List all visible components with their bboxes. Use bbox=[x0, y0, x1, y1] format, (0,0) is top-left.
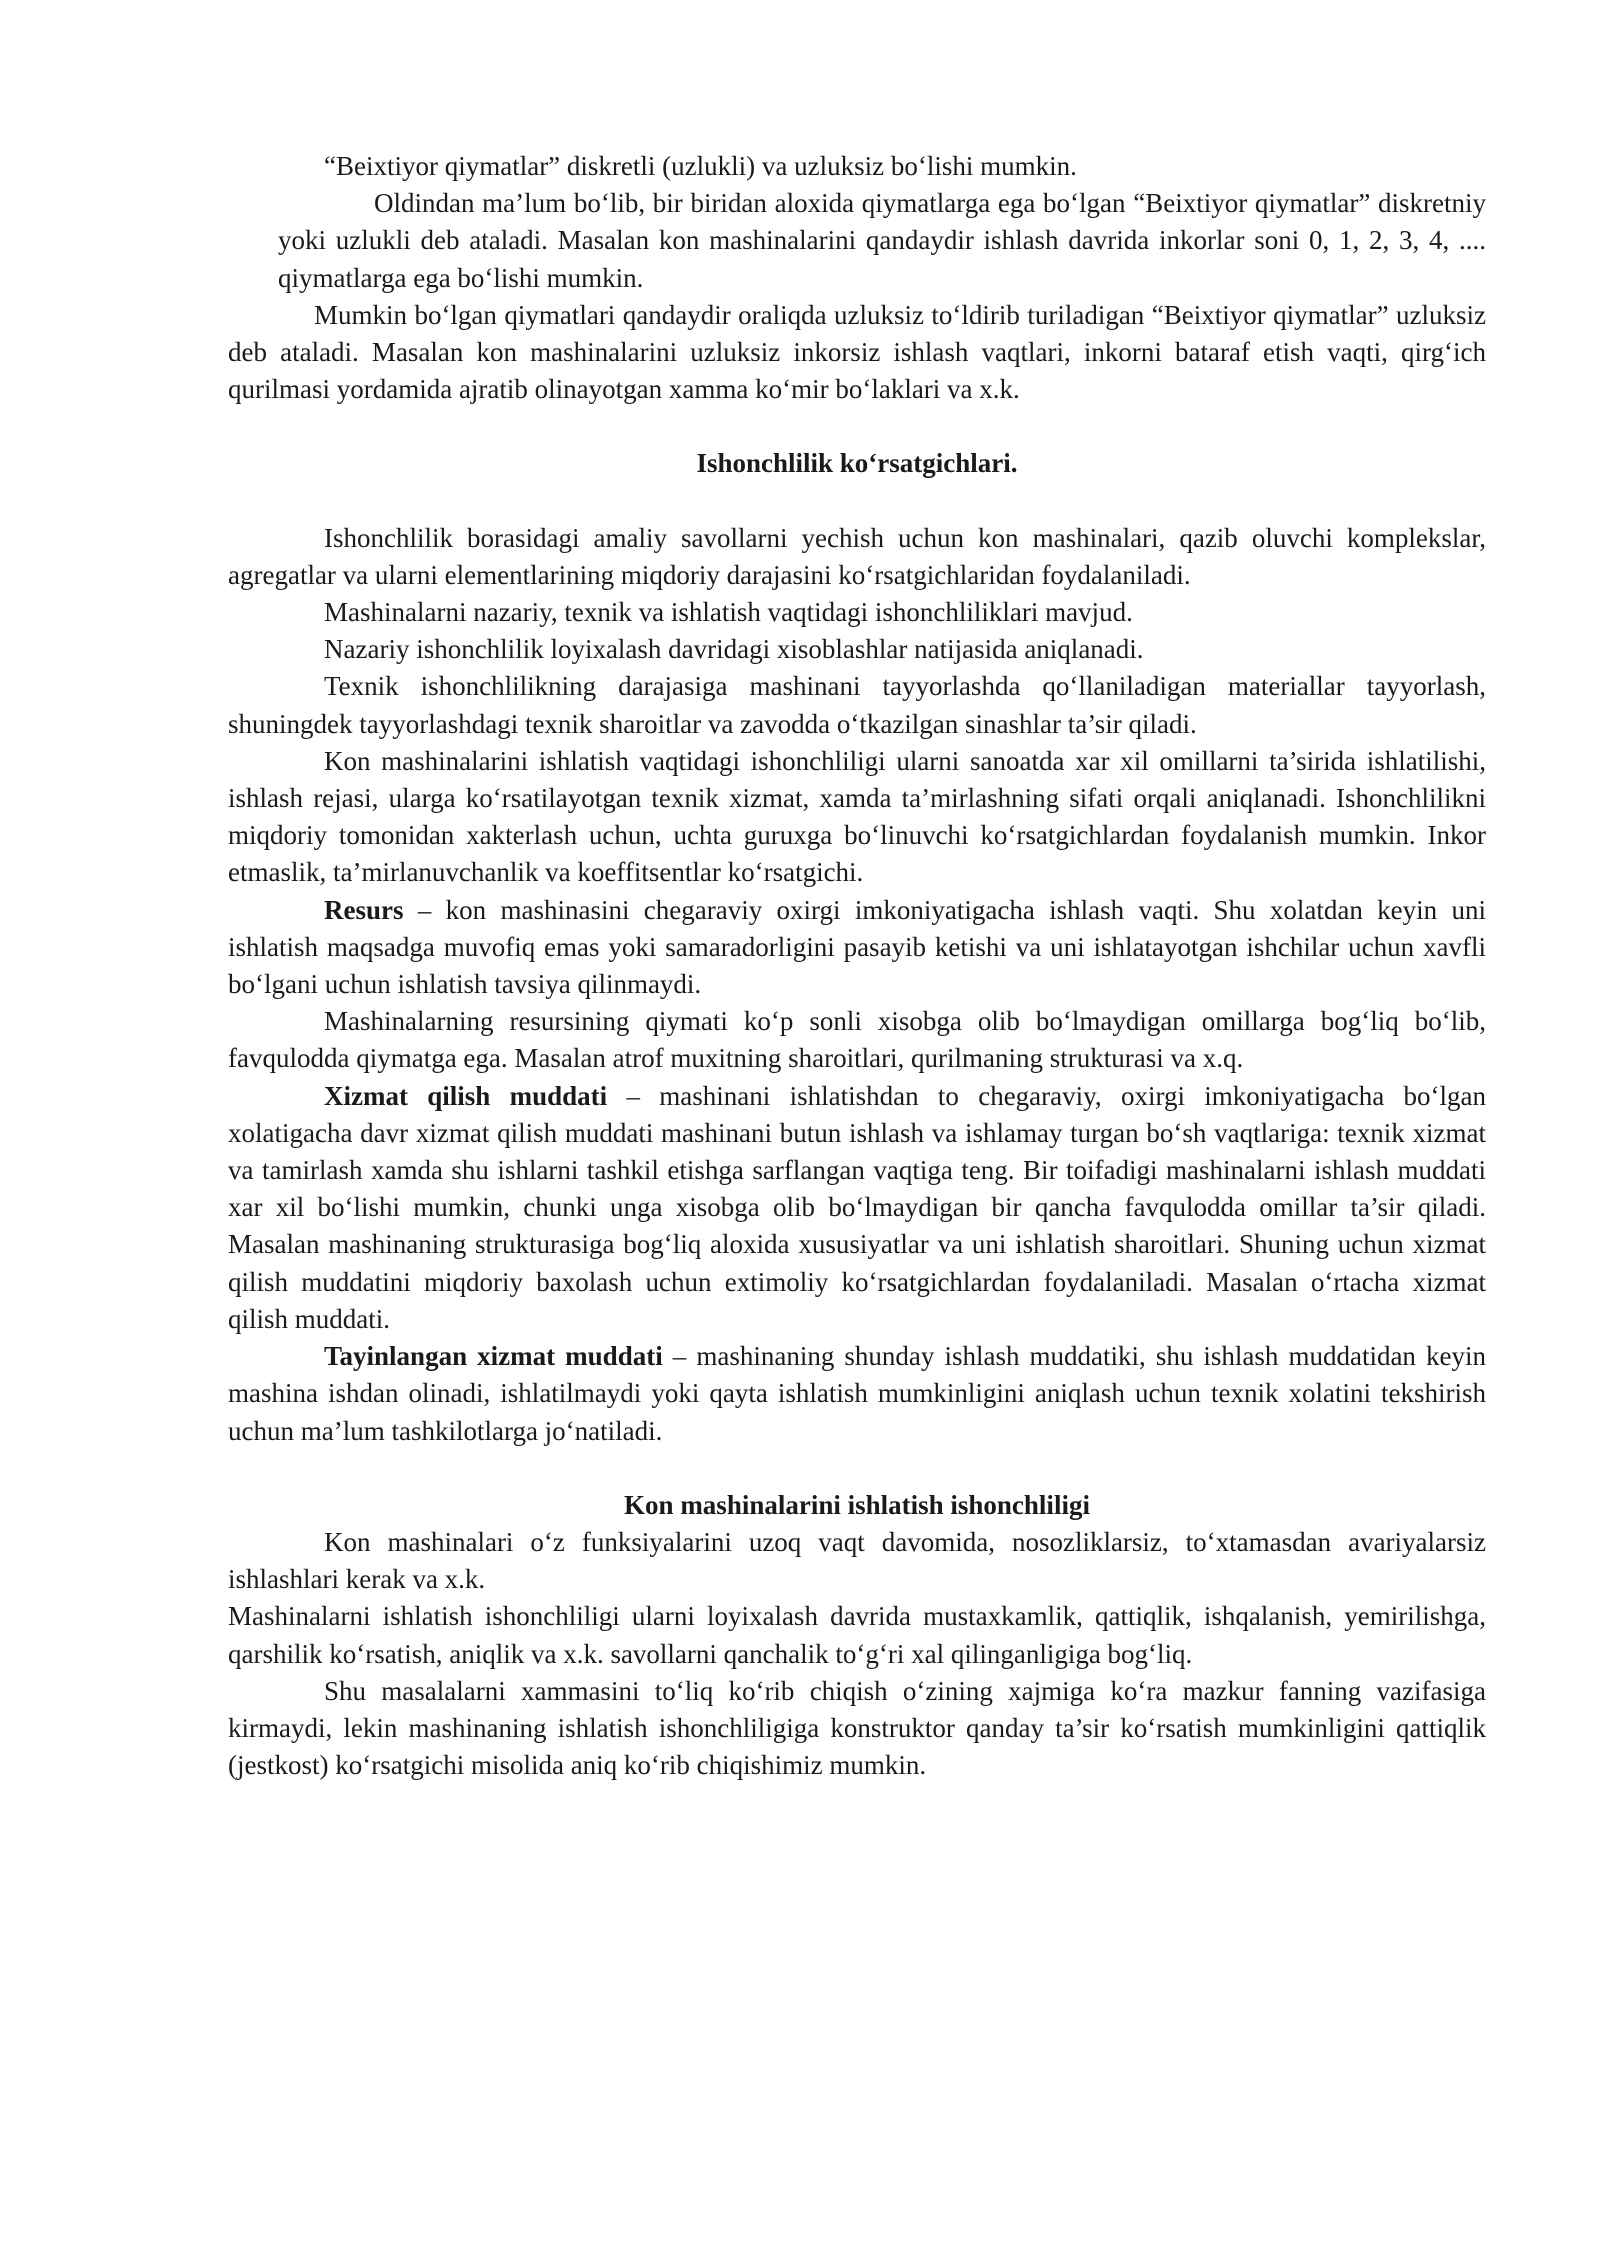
paragraph-8: Kon mashinalarini ishlatish vaqtidagi ishonchliligi ularni sanoatda xar xil omillarni ta’sirida ishlatilishi, ishlash rejasi, ularga ko‘rsatilayotgan texnik xizmat, xamda ta’mirlashning sifati orqali aniqlanadi. Ishonchlilikni miqdoriy tomonidan xakterlash uchun, uchta guruxga bo‘linuvchi ko‘rsatgichlardan foydalanish mumkin. Inkor etmaslik, ta’mirlanuvchanlik va koeffitsentlar ko‘rsatgichi. bbox=[228, 745, 1486, 888]
paragraph-4: Ishonchlilik borasidagi amaliy savollarni yechish uchun kon mashinalari, qazib oluvchi komplekslar, agregatlar va ularni elementlarining miqdoriy darajasini ko‘rsatgichlaridan foydalaniladi. bbox=[228, 522, 1486, 590]
paragraph-assigned-service-life bbox=[228, 1338, 1486, 1450]
definition-assigned-service-life: – mashinaning shunday ishlash muddatiki, shu ishlash muddatidan keyin mashina ishdan olinadi, ishlatilmaydi yoki qayta ishlatish mumkinligini aniqlash uchun texnik xolatini tekshirish uchun ma’lum tashkilotlarga jo‘natiladi. bbox=[228, 1341, 1486, 1446]
paragraph-service-life bbox=[228, 1078, 1486, 1338]
document-page bbox=[228, 148, 1486, 1784]
term-resurs: Resurs bbox=[324, 894, 404, 925]
paragraph-7: Texnik ishonchlilikning darajasiga mashinani tayyorlashda qo‘llaniladigan materiallar tayyorlash, shuningdek tayyorlashdagi texnik sharoitlar va zavodda o‘tkazilgan sinashlar ta’sir qiladi. bbox=[228, 671, 1486, 739]
paragraph-5: Mashinalarni nazariy, texnik va ishlatish vaqtidagi ishonchliliklari mavjud. bbox=[324, 597, 1133, 628]
paragraph-10: Mashinalarning resursining qiymati ko‘p sonli xisobga olib bo‘lmaydigan omillarga bog‘liq bo‘lib, favqulodda qiymatga ega. Masalan atrof muxitning sharoitlari, qurilmaning strukturasi va x.q. bbox=[228, 1006, 1486, 1074]
paragraph-6: Nazariy ishonchlilik loyixalash davridagi xisoblashlar natijasida aniqlanadi. bbox=[324, 634, 1144, 665]
paragraph-2: Oldindan ma’lum bo‘lib, bir biridan aloxida qiymatlarga ega bo‘lgan “Beixtiyor qiymatlar” diskretniy yoki uzlukli deb ataladi. Masalan kon mashinalarini qandaydir ishlash davrida inkorlar soni 0, 1, 2, 3, 4, .... qiymatlarga ega bo‘lishi mumkin. bbox=[278, 188, 1486, 293]
paragraph-14: Mashinalarni ishlatish ishonchliligi ularni loyixalash davrida mustaxkamlik, qattiqlik, ishqalanish, yemirilishga, qarshilik ko‘rsatish, aniqlik va x.k. savollarni qanchalik to‘g‘ri xal qilinganligiga bog‘liq. bbox=[228, 1601, 1486, 1669]
paragraph-1: “Beixtiyor qiymatlar” diskretli (uzlukli) va uzluksiz bo‘lishi mumkin. bbox=[324, 151, 1077, 181]
term-service-life: Xizmat qilish muddati bbox=[324, 1080, 608, 1111]
section-heading-reliability-indicators: Ishonchlilik ko‘rsatgichlari. bbox=[696, 448, 1018, 479]
paragraph-3: Mumkin bo‘lgan qiymatlari qandaydir oraliqda uzluksiz to‘ldirib turiladigan “Beixtiyor qiymatlar” uzluksiz deb ataladi. Masalan kon mashinalarini uzluksiz inkorsiz ishlash vaqtlari, inkorni bataraf etish vaqti, qirg‘ich qurilmasi yordamida ajratib olinayotgan xamma ko‘mir bo‘laklari va x.k. bbox=[228, 299, 1486, 405]
section-heading-operational-reliability: Kon mashinalarini ishlatish ishonchliligi bbox=[624, 1489, 1090, 1520]
term-assigned-service-life: Tayinlangan xizmat muddati bbox=[324, 1341, 663, 1372]
definition-service-life: – mashinani ishlatishdan to chegaraviy, oxirgi imkoniyatigacha bo‘lgan xolatigacha davr xizmat qilish muddati mashinani butun ishlash va ishlamay turgan bo‘sh vaqtlariga: texnik xizmat va tamirlash xamda shu ishlarni tashkil etishga sarflangan vaqtiga teng. Bir toifadigi mashinalarni ishlash muddati xar xil bo‘lishi mumkin, chunki unga xisobga olib bo‘lmaydigan bir qancha favqulodda omillar ta’sir qiladi. Masalan mashinaning strukturasiga bog‘liq aloxida xususiyatlar va uni ishlatish sharoitlari. Shuning uchun xizmat qilish muddatini miqdoriy baxolash uchun extimoliy ko‘rsatgichlardan foydalaniladi. Masalan o‘rtacha xizmat qilish muddati. bbox=[228, 1080, 1486, 1334]
paragraph-15: Shu masalalarni xammasini to‘liq ko‘rib chiqish o‘zining xajmiga ko‘ra mazkur fanning vazifasiga kirmaydi, lekin mashinaning ishlatish ishonchliligiga konstruktor qanday ta’sir ko‘rsatish mumkinligini qattiqlik (jestkost) ko‘rsatgichi misolida aniq ko‘rib chiqishimiz mumkin. bbox=[228, 1675, 1486, 1781]
definition-resurs: – kon mashinasini chegaraviy oxirgi imkoniyatigacha ishlash vaqti. Shu xolatdan keyin uni ishlatish maqsadga muvofiq emas yoki samaradorligini pasayib ketishi va uni ishlatayotgan ishchilar uchun xavfli bo‘lgani uchun ishlatish tavsiya qilinmaydi. bbox=[228, 894, 1486, 1000]
paragraph-resurs bbox=[228, 892, 1486, 1004]
paragraph-13: Kon mashinalari o‘z funksiyalarini uzoq vaqt davomida, nosozliklarsiz, to‘xtamasdan avariyalarsiz ishlashlari kerak va x.k. bbox=[228, 1526, 1486, 1595]
